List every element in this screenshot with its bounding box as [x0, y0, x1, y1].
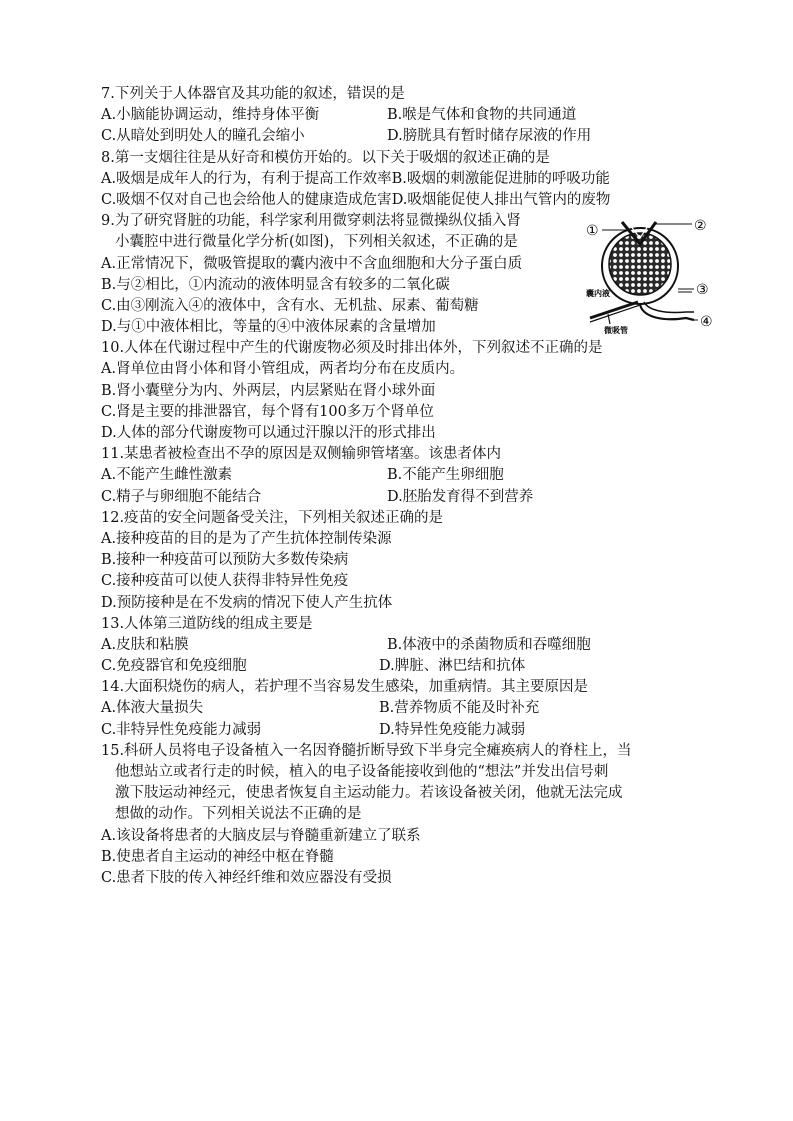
q13-stem: 13.人体第三道防线的组成主要是: [101, 615, 313, 632]
q11-option-a: A.不能产生雌性激素: [101, 467, 233, 484]
q9-stem-line1: 9.为了研究肾脏的功能，科学家利用微穿刺法将显微操纵仪插入肾: [101, 213, 521, 230]
q14-option-c: C.非特异性免疫能力减弱: [101, 721, 262, 738]
q11-options-cd: [101, 487, 701, 508]
q10-option-a: A.肾单位由肾小体和肾小管组成，两者均分布在皮质内。: [101, 361, 465, 378]
q14-option-b: B.营养物质不能及时补充: [379, 700, 540, 717]
figure-tag-capsule-fluid: 囊内液: [586, 289, 610, 298]
q14-option-d: D.特异性免疫能力减弱: [379, 721, 526, 738]
q15-stem-line4: 想做的动作。下列相关说法不正确的是: [115, 806, 362, 823]
q14-option-a: A.体液大量损失: [101, 700, 204, 717]
q8-option-a: A.吸烟是成年人的行为，有利于提高工作效率: [101, 170, 392, 187]
q15-option-b: B.使患者自主运动的神经中枢在脊髓: [101, 848, 334, 865]
q9-option-d: D.与①中液体相比，等量的④中液体尿素的含量增加: [101, 319, 436, 336]
q15-stem-line3: 激下肢运动神经元，使患者恢复自主运动能力。若该设备被关闭，他就无法完成: [115, 785, 623, 802]
q9-option-c: C.由③刚流入④的液体中，含有水、无机盐、尿素、葡萄糖: [101, 297, 479, 314]
q9-option-a: A.正常情况下，微吸管提取的囊内液中不含血细胞和大分子蛋白质: [101, 255, 523, 272]
figure-label-4: ④: [700, 314, 713, 330]
q10-option-d: D.人体的部分代谢废物可以通过汗腺以汗的形式排出: [101, 425, 436, 441]
q7-options-ab: [101, 105, 701, 126]
q13-option-b: B.体液中的杀菌物质和吞噬细胞: [387, 636, 591, 653]
q14-options-ab: [101, 698, 701, 719]
q10-option-c: C.肾是主要的排泄器官，每个肾有100多万个肾单位: [101, 403, 434, 420]
micropipette: [590, 302, 640, 324]
q11-stem: 11.某患者被检查出不孕的原因是双侧输卵管堵塞。该患者体内: [101, 446, 502, 463]
q13-option-c: C.免疫器官和免疫细胞: [101, 658, 247, 675]
q7-option-c: C.从暗处到明处人的瞳孔会缩小: [101, 128, 305, 145]
figure-label-3: ③: [696, 282, 709, 298]
nephron-micropuncture-figure: [582, 216, 722, 336]
q15-option-a: A.该设备将患者的大脑皮层与脊髓重新建立了联系: [101, 827, 421, 844]
q8-options-cd: [101, 190, 701, 211]
q12-option-c: C.接种疫苗可以使人获得非特异性免疫: [101, 573, 349, 590]
q7-option-d: D.膀胱具有暂时储存尿液的作用: [387, 128, 592, 145]
q12-option-b: B.接种一种疫苗可以预防大多数传染病: [101, 552, 349, 569]
q9-option-b: B.与②相比，①内流动的液体明显含有较多的二氧化碳: [101, 276, 450, 293]
q14-options-cd: [101, 720, 701, 741]
bowman-capsule: [602, 228, 678, 304]
q12-option-d: D.预防接种是在不发病的情况下使人产生抗体: [101, 594, 393, 611]
q9-stem-line2: 小囊腔中进行微量化学分析(如图)，下列相关叙述，不正确的是: [115, 234, 518, 251]
q15-stem-line2: 他想站立或者行走的时候，植入的电子设备能接收到他的“想法”并发出信号刺: [115, 764, 609, 780]
q11-options-ab: [101, 465, 701, 486]
q12-option-a: A.接种疫苗的目的是为了产生抗体控制传染源: [101, 530, 392, 547]
q7-stem: 7.下列关于人体器官及其功能的叙述，错误的是: [101, 86, 405, 102]
q14-stem: 14.大面积烧伤的病人，若护理不当容易发生感染，加重病情。其主要原因是: [101, 679, 589, 696]
q7-option-a: A.小脑能协调运动，维持身体平衡: [101, 107, 320, 124]
q13-option-d: D.脾脏、淋巴结和抗体: [379, 658, 526, 675]
q8-option-c: C.吸烟不仅对自己也会给他人的健康造成危害: [101, 191, 392, 208]
q13-options-ab: [101, 635, 701, 656]
question-list: [101, 84, 701, 889]
figure-tag-micropipette: 微吸管: [604, 326, 628, 335]
q7-option-b: B.喉是气体和食物的共同通道: [387, 107, 577, 124]
q10-option-b: B.肾小囊壁分为内、外两层，内层紧贴在肾小球外面: [101, 382, 436, 399]
q8-options-ab: [101, 169, 701, 190]
figure-label-1: ①: [586, 223, 599, 239]
q10-stem: 10.人体在代谢过程中产生的代谢废物必须及时排出体外，下列叙述不正确的是: [101, 340, 603, 357]
q7-options-cd: [101, 126, 701, 147]
q13-option-a: A.皮肤和粘膜: [101, 636, 189, 653]
q8-option-b: B.吸烟的刺激能促进肺的呼吸功能: [391, 170, 610, 187]
q11-option-b: B.不能产生卵细胞: [387, 467, 504, 484]
q12-stem: 12.疫苗的安全问题备受关注，下列相关叙述正确的是: [101, 509, 444, 526]
q13-options-cd: [101, 656, 701, 677]
figure-label-2: ②: [694, 218, 707, 234]
q11-option-c: C.精子与卵细胞不能结合: [101, 488, 262, 505]
q15-option-c: C.患者下肢的传入神经纤维和效应器没有受损: [101, 869, 392, 886]
q15-stem-line1: 15.科研人员将电子设备植入一名因脊髓折断导致下半身完全瘫痪病人的脊柱上，当: [101, 742, 632, 759]
q11-option-d: D.胚胎发育得不到营养: [387, 488, 534, 505]
q8-option-d: D.吸烟能促使人排出气管内的废物: [391, 191, 611, 208]
q8-stem: 8.第一支烟往往是从好奇和模仿开始的。以下关于吸烟的叙述正确的是: [101, 149, 550, 166]
